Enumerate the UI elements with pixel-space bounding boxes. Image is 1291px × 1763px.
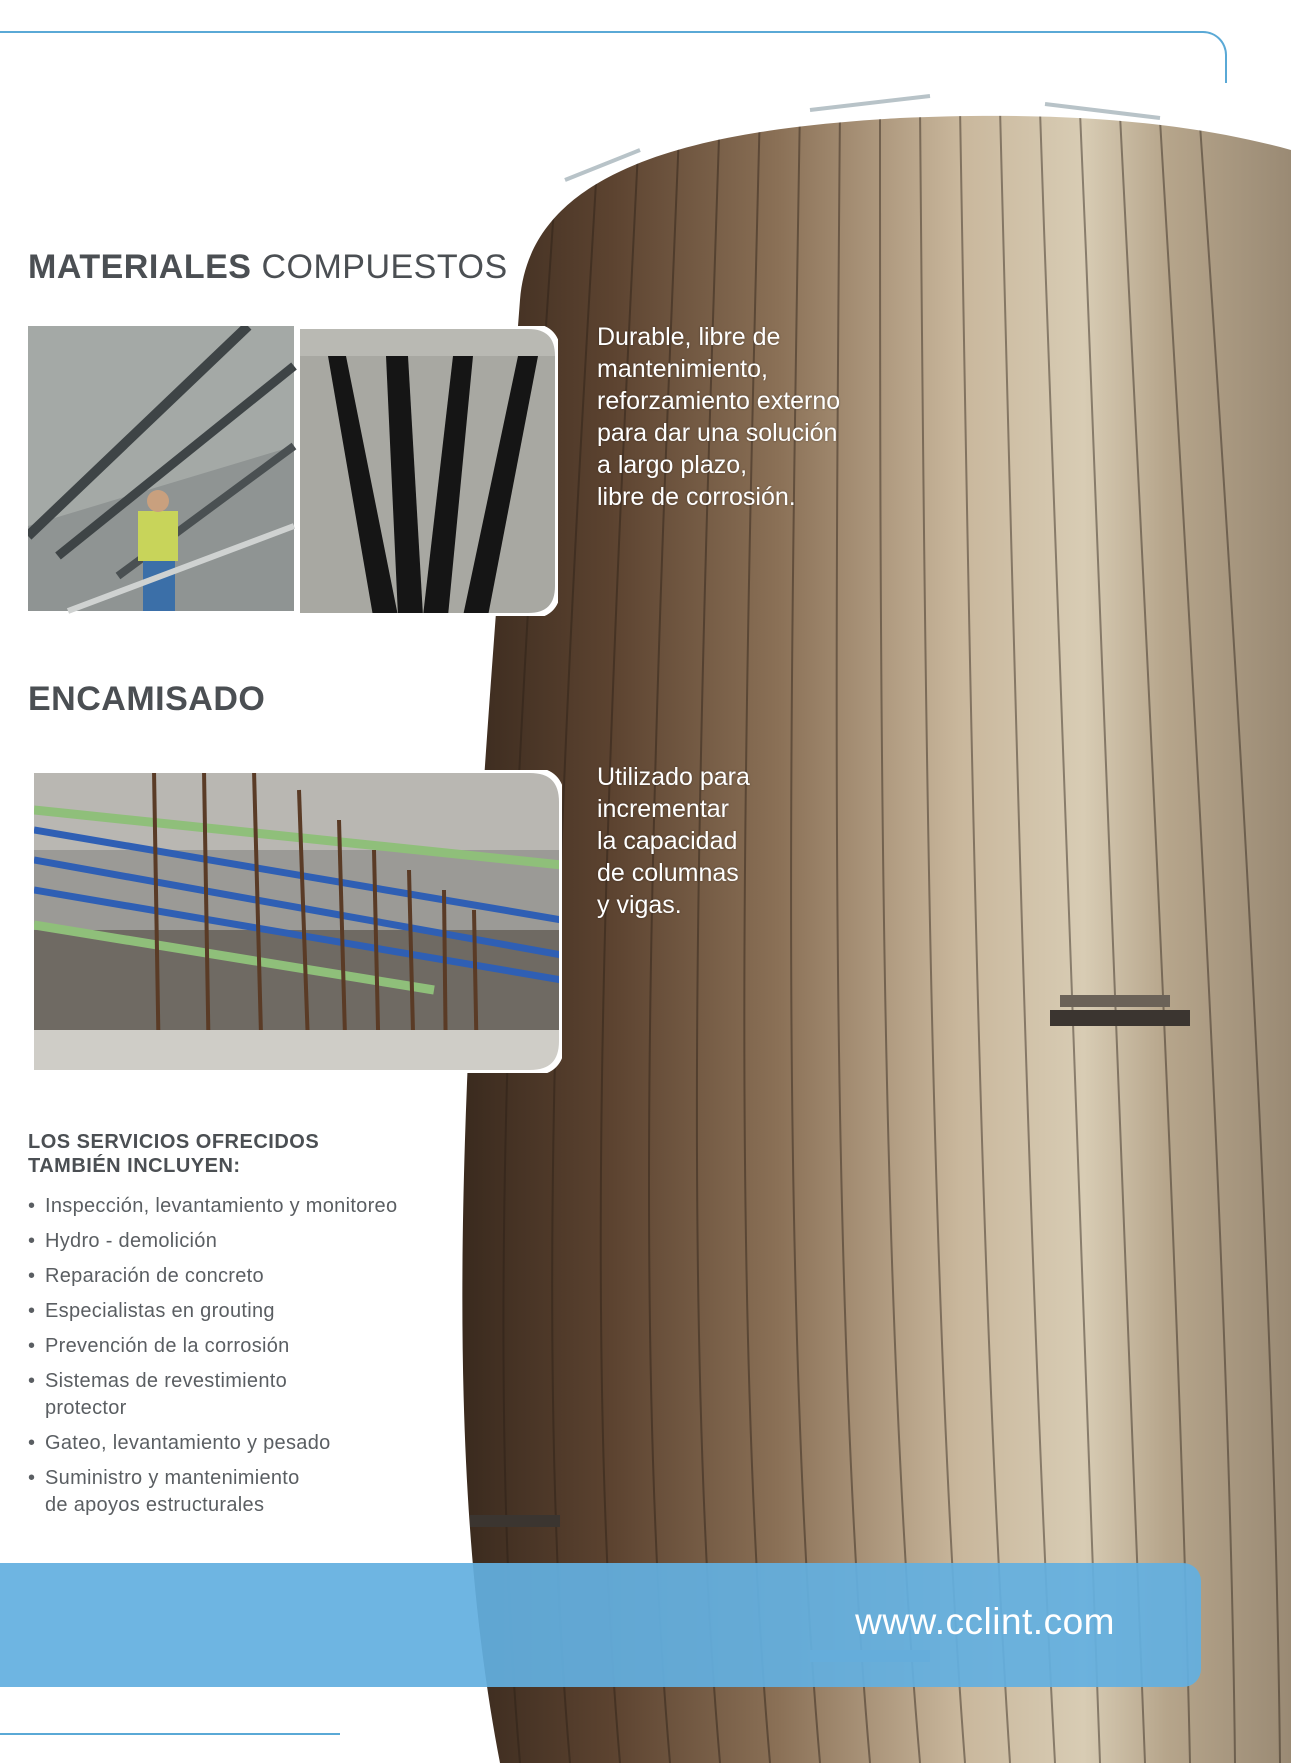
list-item: • Suministro y mantenimiento de apoyos estructurales <box>28 1465 458 1519</box>
list-item: • Hydro - demolición <box>28 1228 458 1255</box>
website-link[interactable]: www.cclint.com <box>855 1601 1115 1642</box>
list-item: • Inspección, levantamiento y monitoreo <box>28 1193 458 1220</box>
composites-photos <box>28 326 558 616</box>
services-list <box>28 1193 458 1527</box>
jacketing-photo <box>34 770 562 1073</box>
list-item: • Prevención de la corrosión <box>28 1333 458 1360</box>
carbon-strips-photo <box>300 326 558 616</box>
worker-ceiling-photo <box>28 326 294 611</box>
heading-bold-part: MATERIALES <box>28 248 252 286</box>
section-heading-jacketing: ENCAMISADO <box>28 680 266 718</box>
list-item: • Sistemas de revestimiento protector <box>28 1368 458 1422</box>
list-item: • Especialistas en grouting <box>28 1298 458 1325</box>
list-item: • Reparación de concreto <box>28 1263 458 1290</box>
section-heading-composites <box>28 248 508 287</box>
jacketing-description: Utilizado para incrementar la capacidad de columnas y vigas. <box>597 763 750 919</box>
frame-border-bottom <box>0 1733 340 1735</box>
heading-light-part: COMPUESTOS <box>261 248 508 286</box>
list-item: • Gateo, levantamiento y pesado <box>28 1430 458 1457</box>
services-title: LOS SERVICIOS OFRECIDOS TAMBIÉN INCLUYEN: <box>28 1131 320 1177</box>
composites-description: Durable, libre de mantenimiento, reforzamiento externo para dar una solución a largo plazo, libre de corrosión. <box>597 323 841 511</box>
